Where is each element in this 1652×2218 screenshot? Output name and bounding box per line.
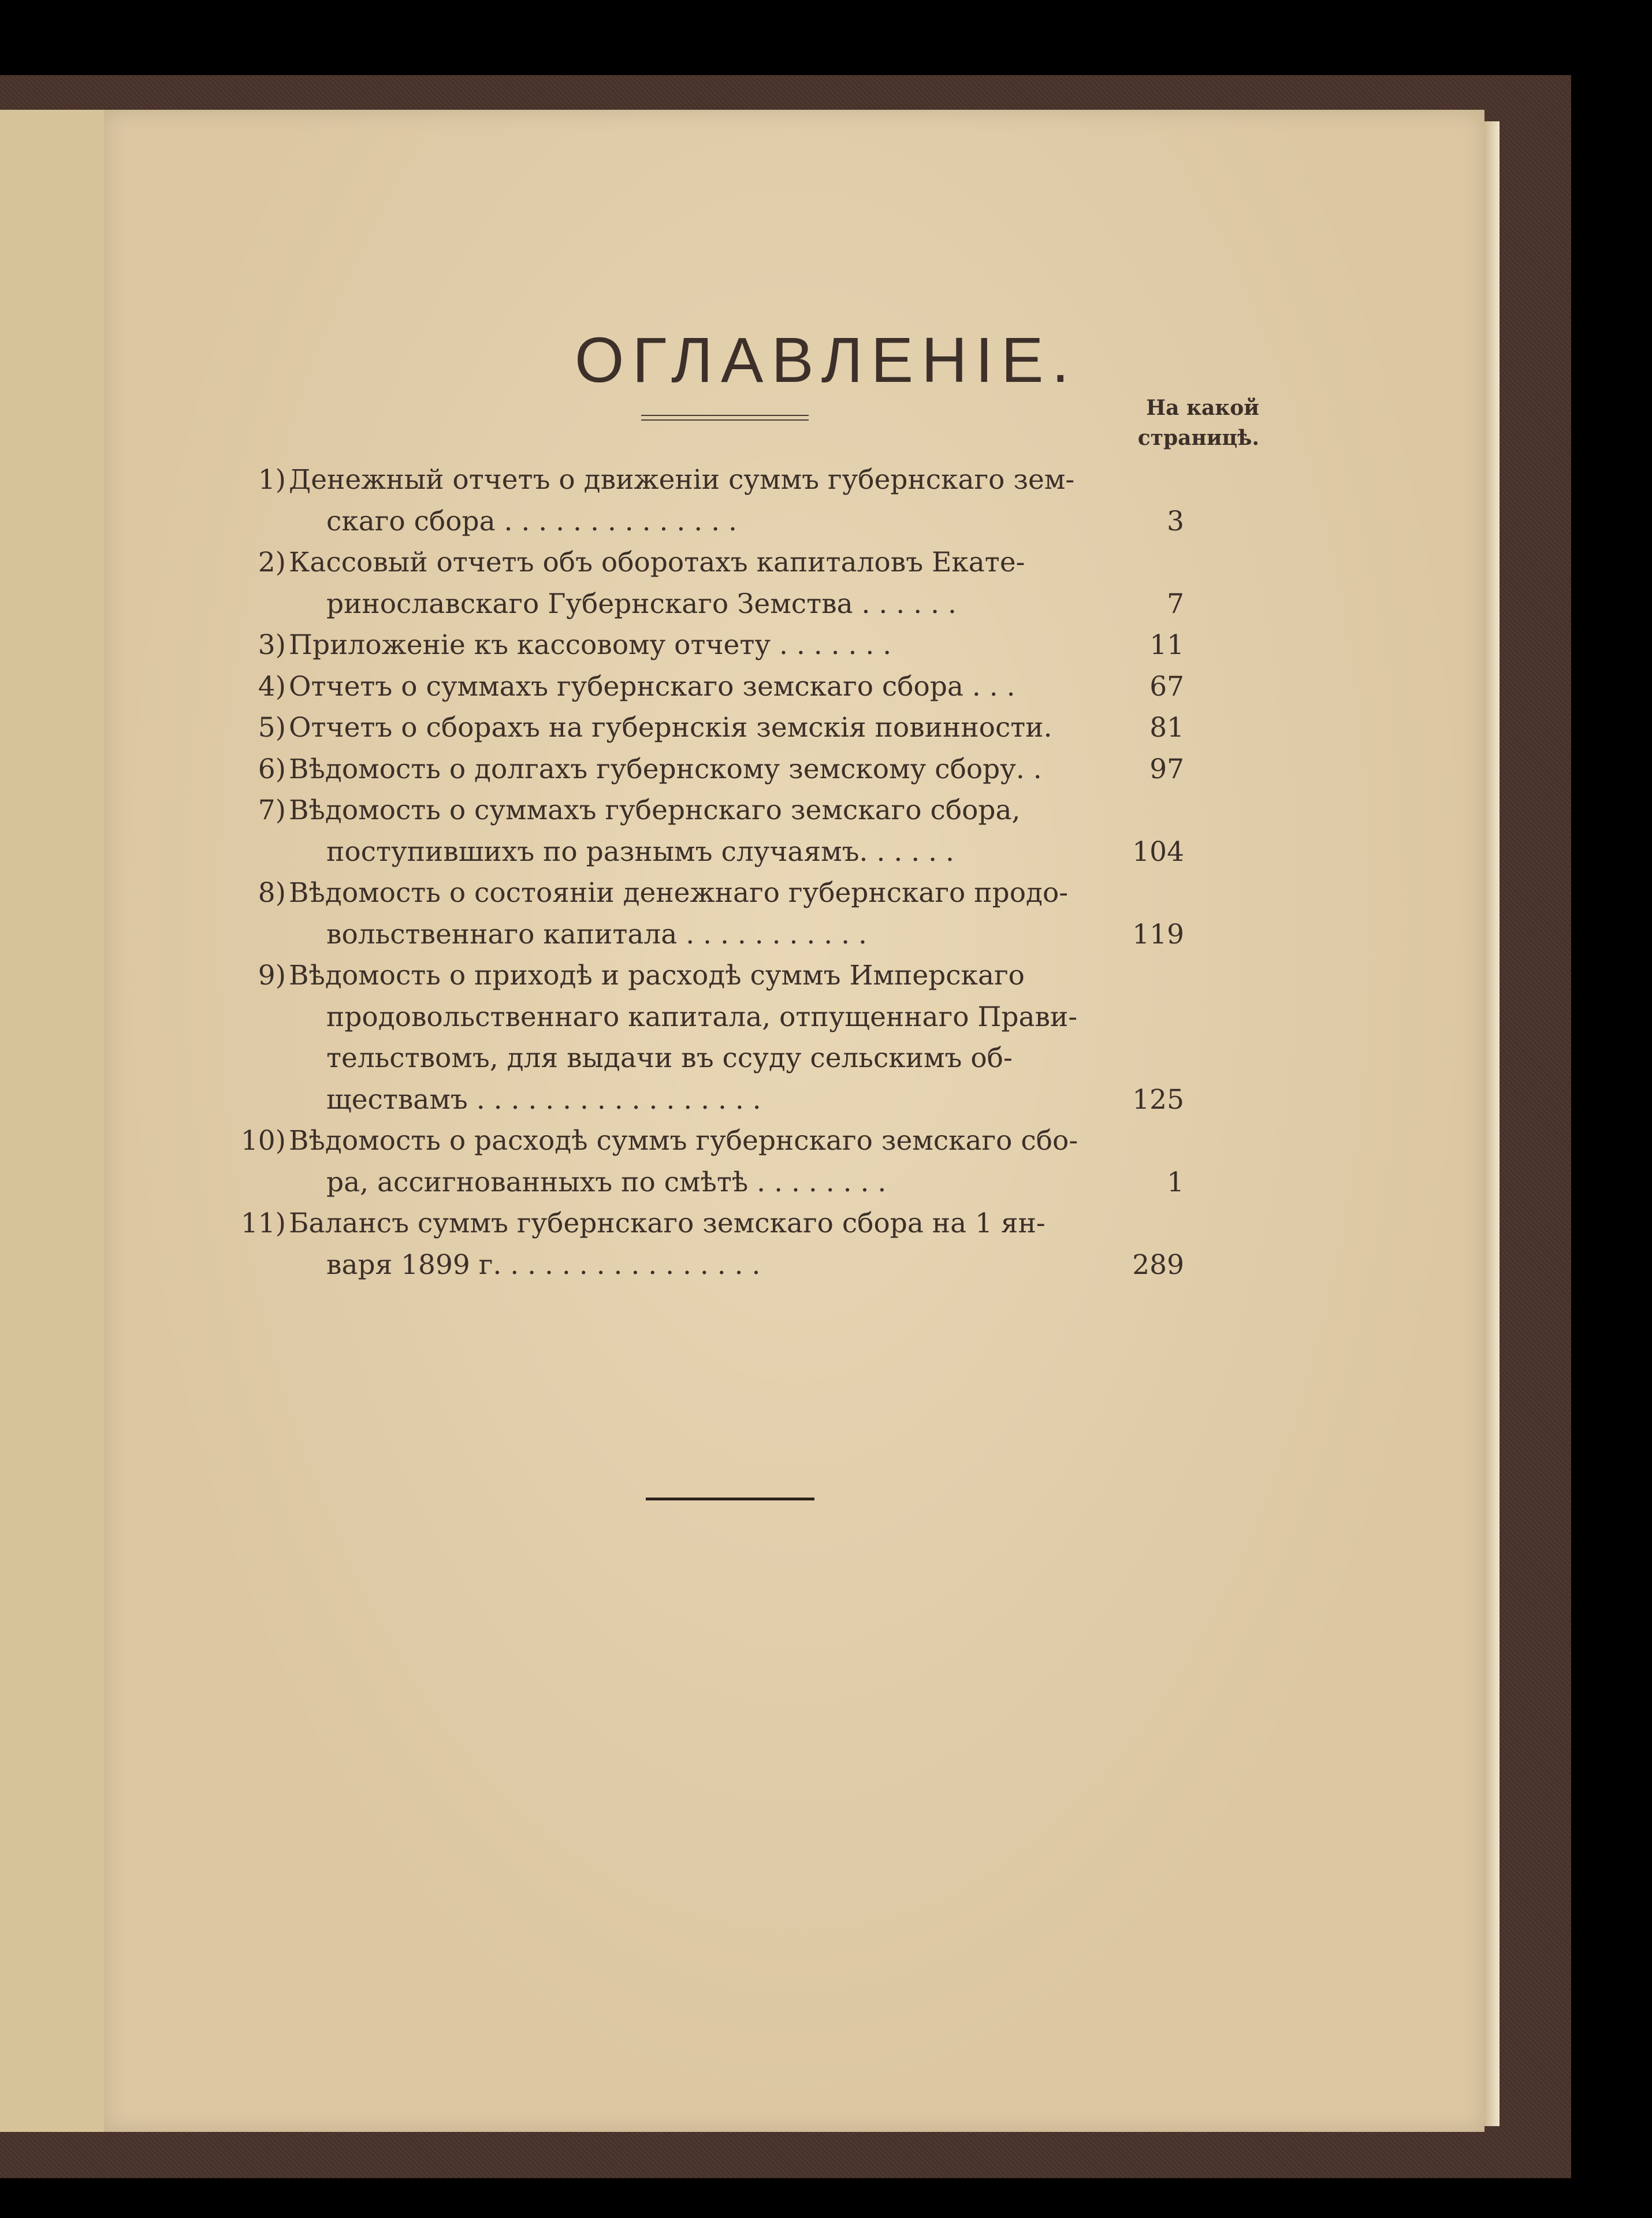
- toc-item-text: Денежный отчетъ о движеніи суммъ губернскаго зем-: [289, 464, 1075, 496]
- toc-item-text: Отчетъ о суммахъ губернскаго земскаго сбора . . .: [289, 671, 1015, 703]
- toc-line: [0, 459, 1652, 501]
- toc-item-text: ринославскаго Губернскаго Земства . . . . . .: [326, 588, 957, 620]
- toc-item-text: Вѣдомость о долгахъ губернскому земскому сбору. .: [289, 753, 1042, 785]
- toc-item-number: 7): [258, 794, 286, 826]
- toc-item-number: 3): [258, 629, 286, 661]
- toc-line: [0, 1203, 1652, 1244]
- title-double-rule: [641, 415, 809, 421]
- toc-line: [0, 955, 1652, 997]
- toc-item-number: 1): [258, 464, 286, 496]
- toc-item-text: скаго сбора . . . . . . . . . . . . . .: [326, 506, 737, 537]
- toc-line: [0, 584, 1652, 625]
- toc-line: [0, 625, 1652, 666]
- toc-line: [0, 1244, 1652, 1286]
- toc-page-number: 3: [1167, 506, 1184, 537]
- toc-line: [0, 501, 1652, 543]
- toc-item-text: Балансъ суммъ губернскаго земскаго сбора на 1 ян-: [289, 1208, 1045, 1239]
- toc-line: [0, 1079, 1652, 1121]
- toc-line: [0, 1120, 1652, 1162]
- toc-item-text: Вѣдомость о суммахъ губернскаго земскаго сбора,: [289, 794, 1021, 826]
- toc-item-number: 2): [258, 547, 286, 578]
- toc-item-text: вольственнаго капитала . . . . . . . . . . .: [326, 919, 867, 950]
- toc-page-number: 81: [1149, 712, 1184, 744]
- toc-item-text: тельствомъ, для выдачи въ ссуду сельскимъ об-: [326, 1042, 1013, 1074]
- toc-line: [0, 790, 1652, 831]
- toc-page-number: 67: [1149, 671, 1184, 703]
- toc-line: [0, 914, 1652, 956]
- toc-page-number: 11: [1149, 629, 1184, 661]
- toc-page-number: 97: [1149, 753, 1184, 785]
- column-header-line-2: страницѣ.: [1137, 426, 1259, 450]
- column-header-line-1: На какой: [1146, 396, 1259, 420]
- toc-line: [0, 872, 1652, 914]
- toc-line: [0, 831, 1652, 873]
- toc-item-text: ра, ассигнованныхъ по смѣтѣ . . . . . . . .: [326, 1166, 887, 1198]
- toc-item-text: Вѣдомость о расходѣ суммъ губернскаго земскаго сбо-: [289, 1125, 1078, 1157]
- toc-item-number: 8): [258, 877, 286, 909]
- toc-item-text: продовольственнаго капитала, отпущеннаго Прави-: [326, 1001, 1078, 1033]
- toc-page-number: 289: [1132, 1249, 1184, 1281]
- toc-item-number: 6): [258, 753, 286, 785]
- page-title: ОГЛАВЛЕНІЕ.: [574, 325, 1078, 396]
- toc-item-number: 4): [258, 671, 286, 703]
- toc-item-number: 10): [240, 1125, 286, 1157]
- closing-rule: [646, 1498, 814, 1500]
- toc-line: [0, 707, 1652, 749]
- toc-line: [0, 666, 1652, 708]
- toc-line: [0, 997, 1652, 1038]
- toc-line: [0, 542, 1652, 584]
- toc-item-text: Приложеніе къ кассовому отчету . . . . . . .: [289, 629, 892, 661]
- toc-line: [0, 749, 1652, 790]
- toc-page-number: 7: [1167, 588, 1184, 620]
- toc-page-number: 104: [1132, 836, 1184, 868]
- toc-item-text: Кассовый отчетъ объ оборотахъ капиталовъ Екате-: [289, 547, 1025, 578]
- toc-item-number: 5): [258, 712, 286, 744]
- toc-item-text: Отчетъ о сборахъ на губернскія земскія повинности.: [289, 712, 1052, 744]
- toc-item-text: поступившихъ по разнымъ случаямъ. . . . . .: [326, 836, 954, 868]
- toc-item-text: Вѣдомость о состояніи денежнаго губернскаго продо-: [289, 877, 1069, 909]
- toc-page-number: 119: [1132, 919, 1184, 950]
- toc-page-number: 1: [1167, 1166, 1184, 1198]
- toc-item-number: 9): [258, 960, 286, 991]
- toc-item-number: 11): [240, 1208, 286, 1239]
- toc-item-text: ществамъ . . . . . . . . . . . . . . . . .: [326, 1084, 761, 1116]
- toc-page-number: 125: [1132, 1084, 1184, 1116]
- column-header: [1092, 393, 1259, 453]
- toc-line: [0, 1038, 1652, 1079]
- toc-item-text: Вѣдомость о приходѣ и расходѣ суммъ Имперскаго: [289, 960, 1025, 991]
- toc-line: [0, 1162, 1652, 1203]
- toc-item-text: варя 1899 г. . . . . . . . . . . . . . . .: [326, 1249, 761, 1281]
